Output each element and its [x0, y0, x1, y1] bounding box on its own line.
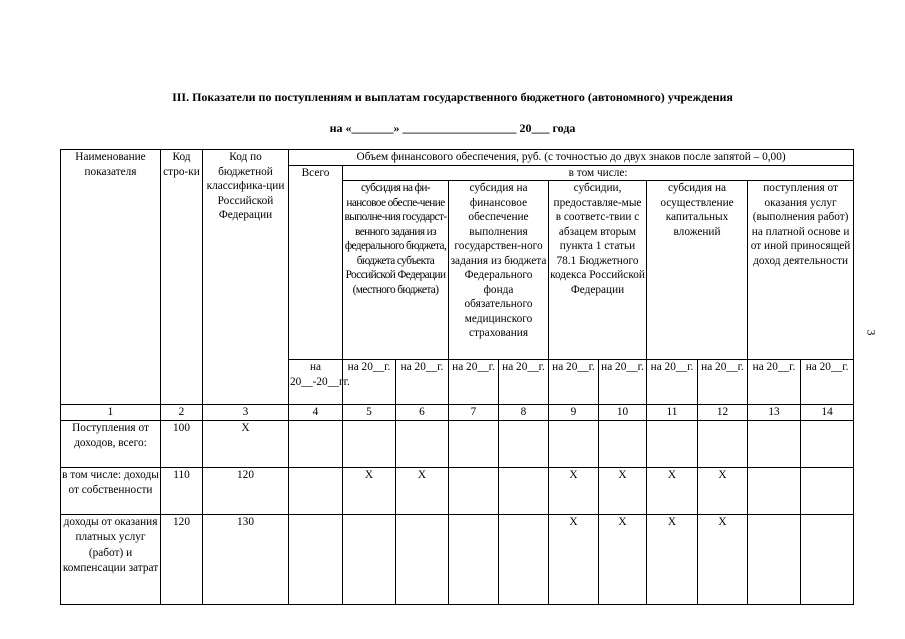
value-cell — [698, 420, 748, 467]
value-cell — [343, 514, 396, 604]
header-article-78-subsidy: субсидии, предоставляе-мые в соответс-твии с абзацем вторым пункта 1 статьи 78.1 Бюджетного кодекса Российской Федерации — [549, 181, 647, 360]
value-cell — [396, 514, 449, 604]
value-cell: X — [647, 514, 698, 604]
value-cell — [343, 420, 396, 467]
period-cell: на 20__г. — [748, 360, 801, 405]
value-cell — [289, 420, 343, 467]
value-cell — [289, 467, 343, 514]
period-cell: на 20__г. — [549, 360, 599, 405]
value-cell — [748, 467, 801, 514]
value-cell — [499, 467, 549, 514]
table-row — [61, 514, 854, 604]
value-cell: X — [599, 514, 647, 604]
value-cell: X — [549, 514, 599, 604]
value-cell — [801, 514, 854, 604]
value-cell: X — [698, 514, 748, 604]
period-cell: на 20__г. — [698, 360, 748, 405]
value-cell — [289, 514, 343, 604]
column-number: 13 — [748, 405, 801, 421]
header-budget-classification: Код по бюджетной классифика-ции Российской Федерации — [203, 150, 289, 405]
row-budget-code: 130 — [203, 514, 289, 604]
value-cell: X — [343, 467, 396, 514]
column-numbers-row — [61, 405, 854, 421]
row-name: в том числе: доходы от собственности — [61, 467, 161, 514]
value-cell: X — [647, 467, 698, 514]
header-capital-investment-subsidy: субсидия на осуществление капитальных вложений — [647, 181, 748, 360]
column-number: 4 — [289, 405, 343, 421]
value-cell — [748, 420, 801, 467]
period-cell: на 20__г. — [499, 360, 549, 405]
header-including: в том числе: — [343, 165, 854, 181]
value-cell — [549, 420, 599, 467]
page-number: 3 — [864, 329, 879, 336]
period-cell: на 20__г. — [343, 360, 396, 405]
header-row-code: Код стро-ки — [161, 150, 203, 405]
column-number: 11 — [647, 405, 698, 421]
value-cell — [499, 420, 549, 467]
row-budget-code: X — [203, 420, 289, 467]
value-cell — [396, 420, 449, 467]
period-cell: на 20__г. — [449, 360, 499, 405]
value-cell — [599, 420, 647, 467]
header-indicator-name: Наименование показателя — [61, 150, 161, 405]
row-name: Поступления от доходов, всего: — [61, 420, 161, 467]
table-row — [61, 420, 854, 467]
value-cell — [449, 420, 499, 467]
report-date-line: на «_______» ___________________ 20___ года — [329, 121, 576, 135]
row-code: 120 — [161, 514, 203, 604]
period-cell: на 20__г. — [801, 360, 854, 405]
header-medical-insurance-subsidy: субсидия на финансовое обеспечение выполнения государствен-ного задания из бюджета Федерального фонда обязательного медицинского страхования — [449, 181, 549, 360]
section-title: III. Показатели по поступлениям и выплатам государственного бюджетного (автономного) учреждения — [172, 90, 733, 104]
value-cell — [801, 467, 854, 514]
row-code: 100 — [161, 420, 203, 467]
row-code: 110 — [161, 467, 203, 514]
column-number: 9 — [549, 405, 599, 421]
period-cell: на 20__г. — [647, 360, 698, 405]
column-number: 6 — [396, 405, 449, 421]
value-cell: X — [698, 467, 748, 514]
table-row — [61, 467, 854, 514]
value-cell: X — [396, 467, 449, 514]
value-cell: X — [599, 467, 647, 514]
header-total: Всего — [289, 165, 343, 360]
column-number: 12 — [698, 405, 748, 421]
header-state-task-subsidy-text: субсидия на фи-нансовое обеспе-чение выполне-ния государст-венного задания из федерального бюджета, бюджета субъекта Российской Федерации (местного бюджета) — [344, 182, 447, 296]
column-number: 10 — [599, 405, 647, 421]
value-cell — [647, 420, 698, 467]
row-budget-code: 120 — [203, 467, 289, 514]
column-number: 8 — [499, 405, 549, 421]
period-cell: на 20__г. — [396, 360, 449, 405]
column-number: 7 — [449, 405, 499, 421]
value-cell — [449, 514, 499, 604]
column-number: 1 — [61, 405, 161, 421]
value-cell — [748, 514, 801, 604]
value-cell — [499, 514, 549, 604]
header-state-task-subsidy — [343, 181, 449, 360]
column-number: 14 — [801, 405, 854, 421]
period-cell: на 20__г. — [599, 360, 647, 405]
value-cell — [449, 467, 499, 514]
period-total: на 20__-20__гг. — [289, 360, 343, 405]
row-name: доходы от оказания платных услуг (работ) и компенсации затрат — [61, 514, 161, 604]
indicators-table — [60, 149, 854, 605]
column-number: 5 — [343, 405, 396, 421]
column-number: 2 — [161, 405, 203, 421]
value-cell: X — [549, 467, 599, 514]
column-number: 3 — [203, 405, 289, 421]
header-financial-volume: Объем финансового обеспечения, руб. (с точностью до двух знаков после запятой – 0,00) — [289, 150, 854, 166]
header-paid-services-income: поступления от оказания услуг (выполнения работ) на платной основе и от иной приносящей доход деятельности — [748, 181, 854, 360]
value-cell — [801, 420, 854, 467]
